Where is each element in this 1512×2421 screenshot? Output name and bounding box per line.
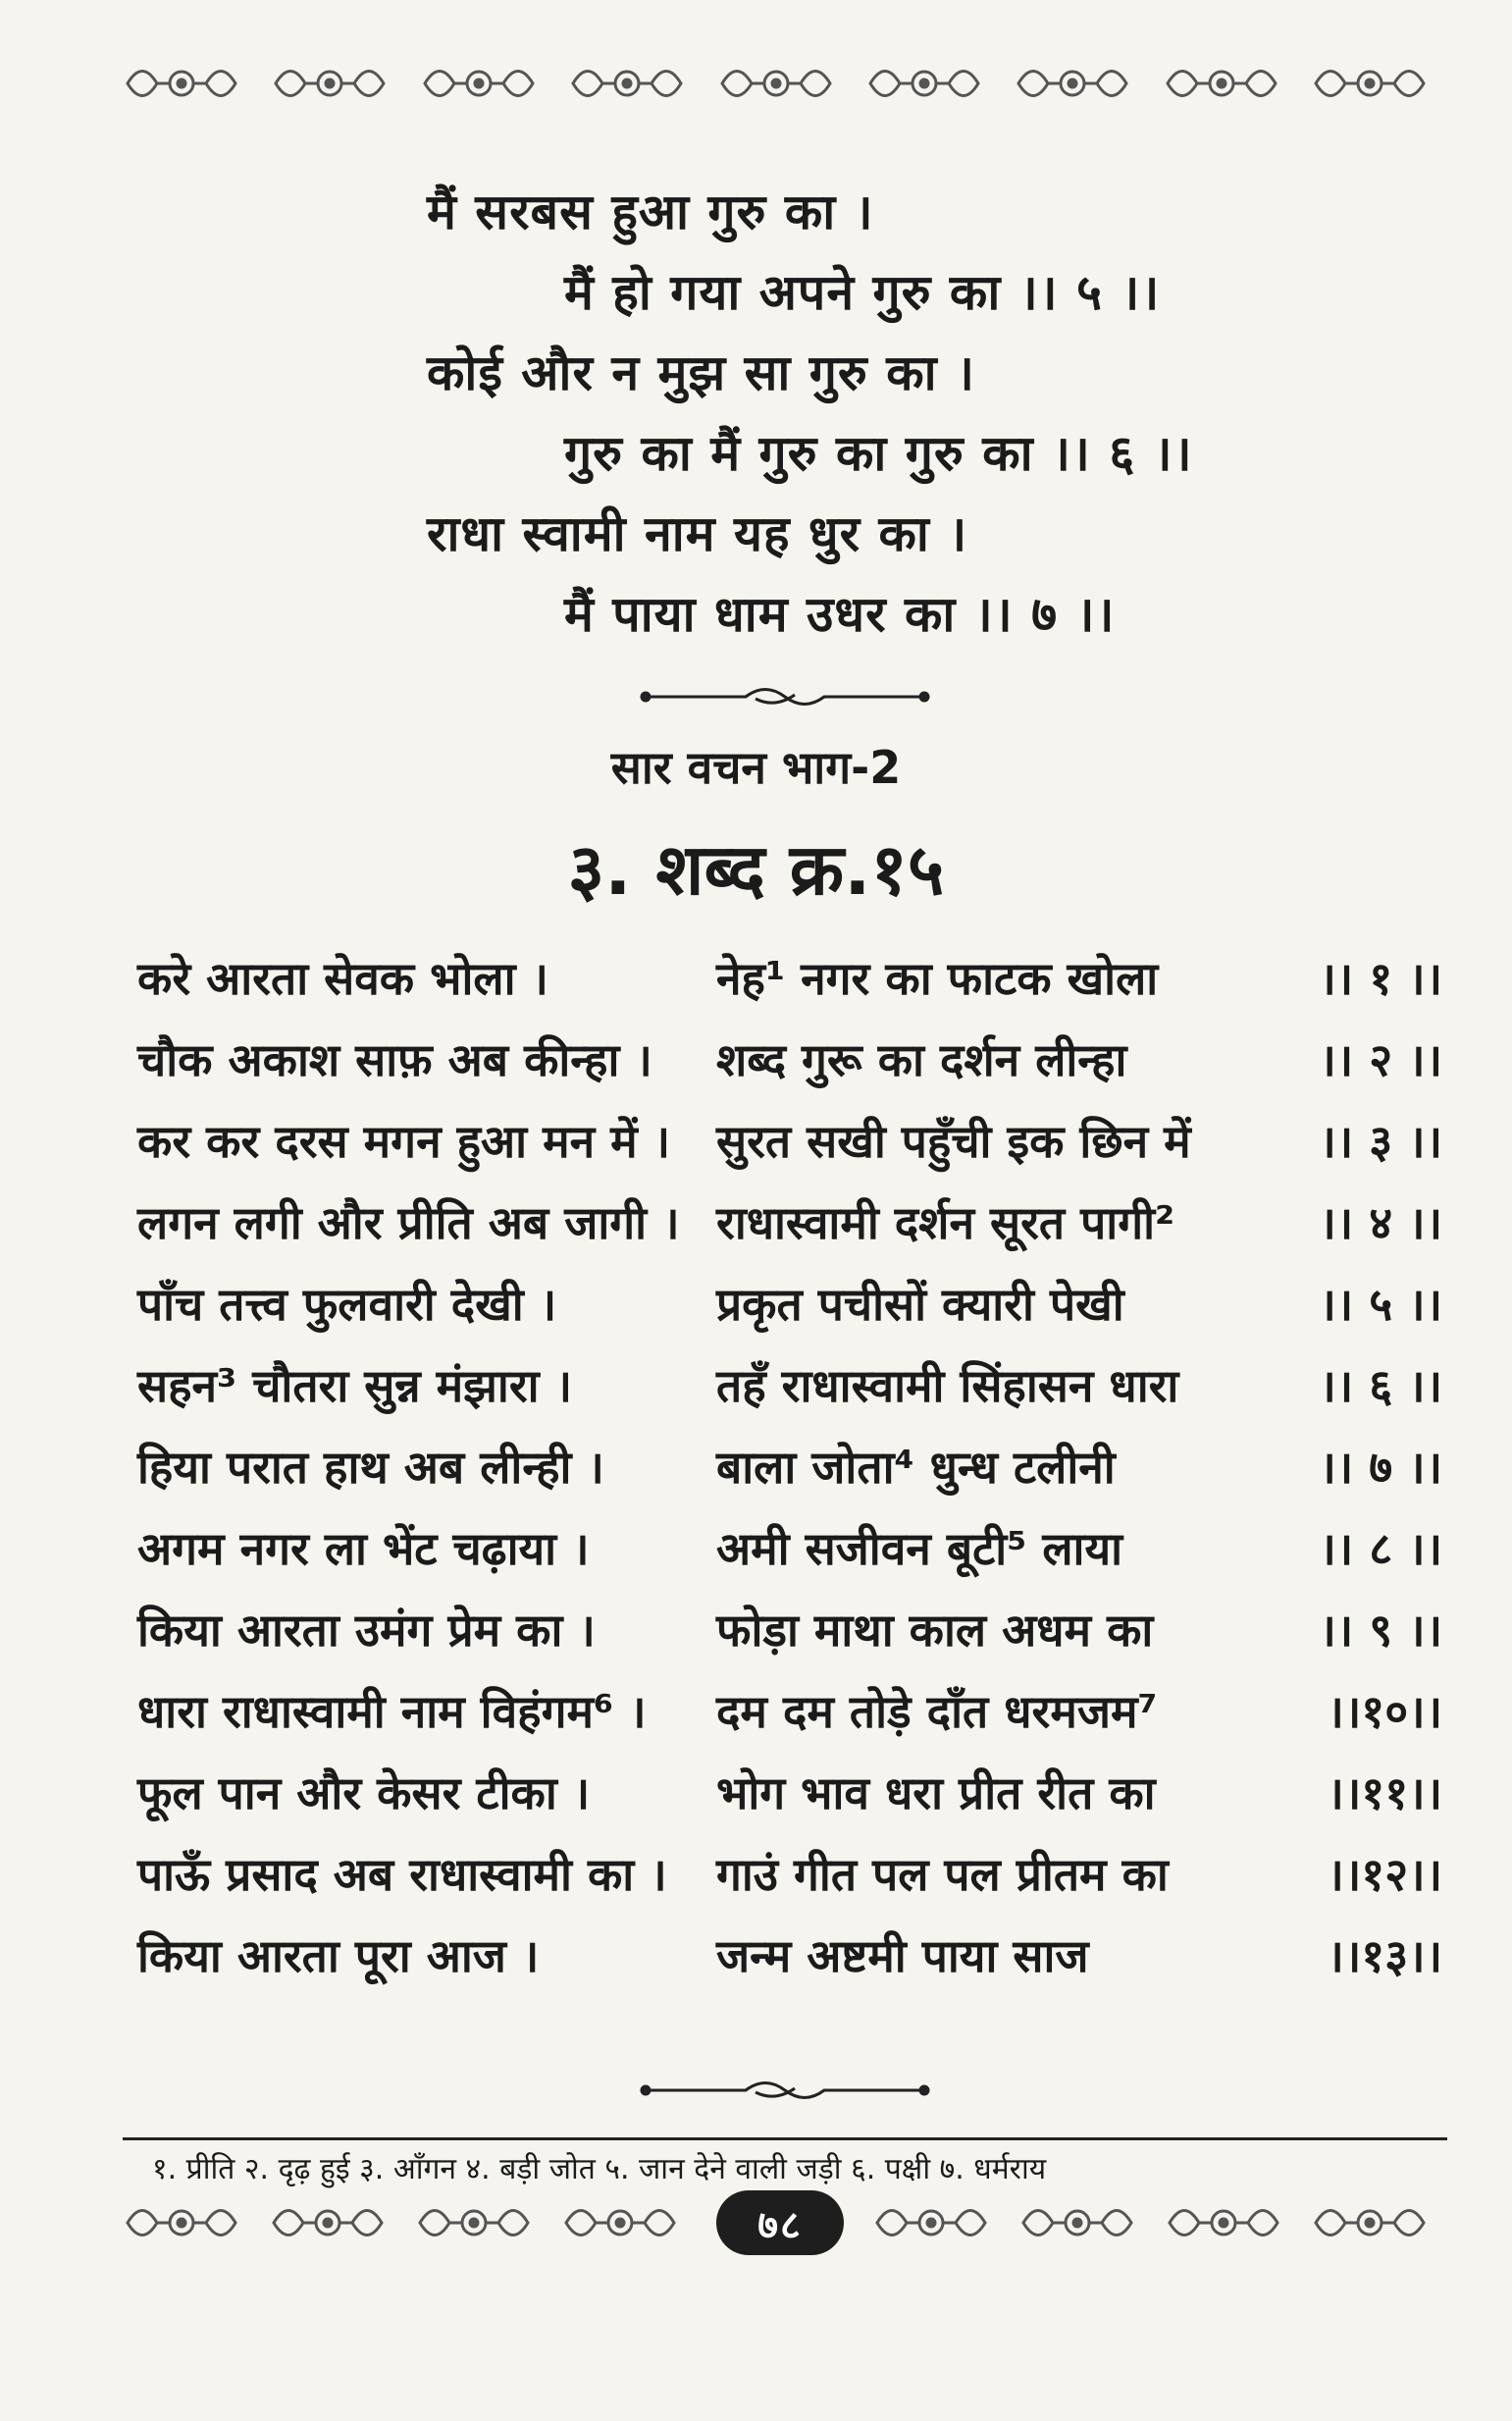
floral-ornament-icon (563, 54, 691, 113)
shabad-left: किया आरता उमंग प्रेम का । (137, 1604, 596, 1657)
verse-number: ।। २ ।। (1319, 1033, 1442, 1086)
shabad-left: कर कर दरस मगन हुआ मन में । (137, 1115, 671, 1168)
verse-line: मैं पाया धाम उधर का ।। ७ ।। (564, 586, 1116, 643)
floral-ornament-icon (266, 54, 393, 113)
section-subtitle: सार वचन भाग-2 (610, 741, 902, 794)
verse-number: ।।११।। (1327, 1766, 1442, 1819)
shabad-row (137, 1762, 1442, 1834)
swirl-divider (638, 2071, 932, 2110)
shabad-right: नेह¹ नगर का फाटक खोला (716, 952, 1159, 1005)
swirl-divider (638, 677, 932, 716)
verse-line: मैं हो गया अपने गुरु का ।। ५ ।। (564, 264, 1161, 321)
footnotes: १. प्रीति २. दृढ़ हुई ३. आँगन ४. बड़ी जोत ५. जान देने वाली जड़ी ६. पक्षी ७. धर्मराय (152, 2152, 1047, 2186)
shabad-left: करे आरता सेवक भोला । (137, 952, 548, 1005)
verse-number: ।।१०।। (1327, 1685, 1442, 1738)
footnote-rule (123, 2137, 1447, 2140)
shabad-left: लगन लगी और प्रीति अब जागी । (137, 1196, 680, 1249)
verse-line: गुरु का मैं गुरु का गुरु का ।। ६ ।। (564, 425, 1193, 482)
verse-number: ।। ६ ।। (1319, 1359, 1442, 1412)
verse-number: ।।१२।। (1327, 1848, 1442, 1901)
floral-ornament-icon (1014, 2193, 1141, 2252)
floral-ornament-icon (118, 54, 245, 113)
shabad-row (137, 1354, 1442, 1427)
shabad-right: जन्म अष्टमी पाया साज (716, 1929, 1089, 1982)
shabad-left: फूल पान और केसर टीका । (137, 1766, 591, 1819)
floral-ornament-icon (410, 2193, 538, 2252)
shabad-row (137, 1191, 1442, 1264)
shabad-right: अमी सजीवन बूटी⁵ लाया (716, 1522, 1123, 1575)
shabad-left: हिया परात हाथ अब लीन्ही । (137, 1441, 604, 1494)
shabad-row (137, 1028, 1442, 1101)
shabad-right: प्रकृत पचीसों क्यारी पेखी (716, 1278, 1124, 1331)
shabad-row (137, 1110, 1442, 1183)
verse-number: ।। ४ ।। (1319, 1196, 1442, 1249)
verse-line: कोई और न मुझ सा गुरु का । (427, 344, 975, 401)
shabad-right: राधास्वामी दर्शन सूरत पागी² (716, 1196, 1175, 1249)
shabad-right: दम दम तोड़े दाँत धरमजम⁷ (716, 1685, 1158, 1738)
verse-line: राधा स्वामी नाम यह धुर का । (427, 505, 968, 562)
floral-ornament-icon (1160, 2193, 1287, 2252)
shabad-row (137, 1843, 1442, 1916)
shabad-left: अगम नगर ला भेंट चढ़ाया । (137, 1522, 590, 1575)
verse-number: ।। ३ ।। (1319, 1115, 1442, 1168)
shabad-left: धारा राधास्वामी नाम विहंगम⁶ । (137, 1685, 647, 1738)
section-title: ३. शब्द क्र.१५ (567, 828, 945, 911)
shabad-row (137, 1273, 1442, 1345)
verse-number: ।। ९ ।। (1319, 1604, 1442, 1657)
floral-ornament-icon (415, 54, 543, 113)
verse-number: ।।१३।। (1327, 1929, 1442, 1982)
verse-line: मैं सरबस हुआ गुरु का । (427, 184, 874, 240)
shabad-right: बाला जोता⁴ धुन्ध टलीनी (716, 1441, 1116, 1494)
page-number: ७८ (716, 2190, 844, 2255)
floral-ornament-icon (1009, 54, 1136, 113)
shabad-left: सहन³ चौतरा सुन्न मंझारा । (137, 1359, 573, 1412)
verse-number: ।। १ ।। (1319, 952, 1442, 1005)
verse-number: ।। ५ ।। (1319, 1278, 1442, 1331)
shabad-left: किया आरता पूरा आज । (137, 1929, 540, 1982)
shabad-right: तहँ राधास्वामी सिंहासन धारा (716, 1359, 1179, 1412)
shabad-right: सुरत सखी पहुँची इक छिन में (716, 1115, 1191, 1168)
verse-number: ।। ७ ।। (1319, 1441, 1442, 1494)
shabad-right: गाउं गीत पल पल प्रीतम का (716, 1848, 1169, 1901)
shabad-row (137, 1680, 1442, 1753)
floral-ornament-icon (1158, 54, 1285, 113)
floral-ornament-icon (1306, 54, 1434, 113)
floral-ornament-icon (712, 54, 840, 113)
floral-ornament-icon (867, 2193, 995, 2252)
shabad-row (137, 947, 1442, 1020)
shabad-right: फोड़ा माथा काल अधम का (716, 1604, 1154, 1657)
verse-number: ।। ८ ।। (1319, 1522, 1442, 1575)
shabad-left: चौक अकाश साफ़ अब कीन्हा । (137, 1033, 652, 1086)
top-ornament-border (118, 49, 1434, 118)
shabad-row (137, 1599, 1442, 1671)
floral-ornament-icon (860, 54, 988, 113)
shabad-left: पाँच तत्त्व फुलवारी देखी । (137, 1278, 557, 1331)
floral-ornament-icon (264, 2193, 391, 2252)
floral-ornament-icon (1306, 2193, 1434, 2252)
floral-ornament-icon (556, 2193, 684, 2252)
shabad-left: पाऊँ प्रसाद अब राधास्वामी का । (137, 1848, 667, 1901)
shabad-right: शब्द गुरू का दर्शन लीन्हा (716, 1033, 1127, 1086)
shabad-right: भोग भाव धरा प्रीत रीत का (716, 1766, 1156, 1819)
shabad-row (137, 1517, 1442, 1590)
shabad-row (137, 1924, 1442, 1997)
shabad-row (137, 1436, 1442, 1508)
floral-ornament-icon (118, 2193, 245, 2252)
